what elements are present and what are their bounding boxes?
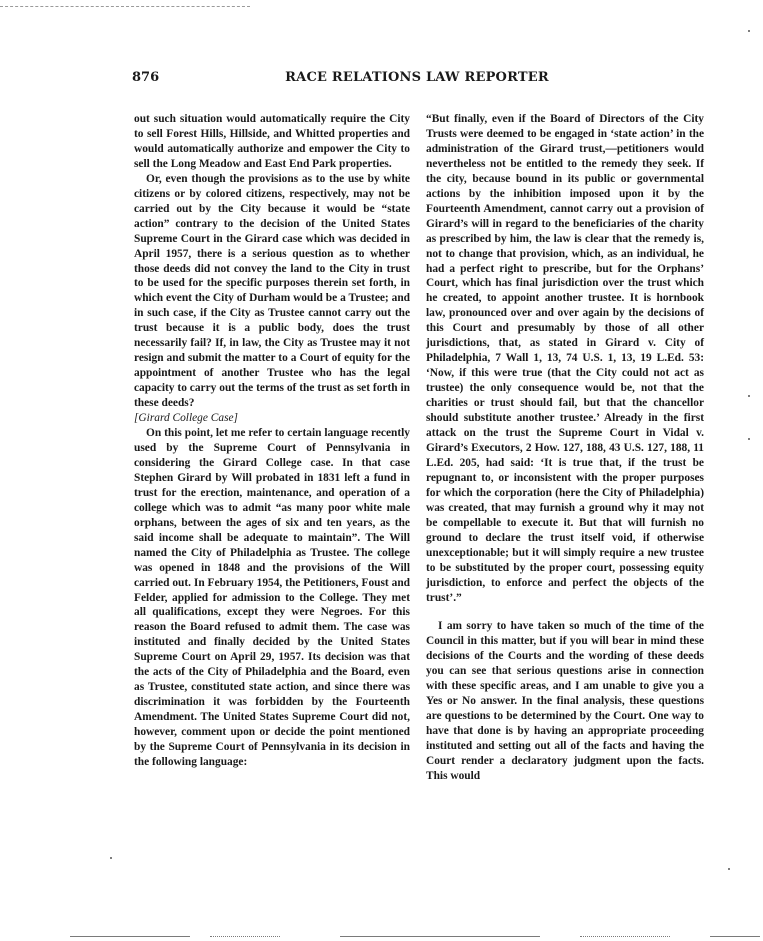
scan-speck (748, 30, 750, 32)
page-number: 876 (132, 70, 160, 85)
scan-edge-rule (580, 936, 670, 937)
section-heading: [Girard College Case] (134, 412, 238, 425)
scan-edge-rule (340, 936, 540, 937)
block-quote: “But finally, even if the Board of Directors of the City Trusts were deemed to be engaged in ‘state action’ in the administration of the Girard trust,—petitioners would nevertheless not be entitled to the remedy they seek. If the city, because bound in its public or governmental actions by the inhibition imposed upon it by the Fourteenth Amendment, cannot carry out a provision of Girard’s will in regard to the beneficiaries of the charity as prescribed by him, the law is clear that the remedy is, not to change that provision, which, as an individual, he had a perfect right to prescribe, but for the Orphans’ Court, which has final jurisdiction over the trust which he created, to appoint another trustee. It is hornbook law, pronounced over and over again by the decisions of this Court and presumably by those of all other jurisdictions, that, as stated in Girard v. City of Philadelphia, 7 Wall 1, 13, 74 U.S. 1, 13, 19 L.Ed. 53: ‘Now, if this were true (that the City could not act as trustee) the only consequence would be, not that the charities or trust should fail, but that the chancellor should substitute another trustee.’ Already in the first attack on the trust the Supreme Court in Vidal v. Girard’s Executors, 2 How. 127, 188, 43 U.S. 127, 188, 11 L.Ed. 205, had said: ‘It is true that, if the trust be repugnant to, or inconsistent with the proper purposes for which the corporation (here the City of Philadelphia) was created, that may furnish a ground why it may not be compellable to execute it. But that will furnish no ground to declare the trust itself void, if otherwise unexceptionable; but it will simply require a new trustee to be substituted by the proper court, possessing equity jurisdiction, to enforce and perfect the objects of the trust’.” (426, 113, 704, 604)
scan-speck (748, 438, 750, 440)
paragraph: I am sorry to have taken so much of the time of the Council in this matter, but if you will bear in mind these decisions of the Courts and the wording of these deeds you can see that serious questions arise in connection with these specific areas, and I am unable to give you a Yes or No answer. In the final analysis, these questions are questions to be determined by the Court. One way to have that done is by having an appropriate proceeding instituted and setting out all of the facts and having the Court render a declaratory judgment upon the facts. This would (426, 620, 704, 782)
paragraph: out such situation would automatically require the City to sell Forest Hills, Hillside, and Whitted properties and would automatically authorize and empower the City to sell the Long Meadow and East End Park properties. (134, 113, 410, 170)
paragraph: Or, even though the provisions as to the use by white citizens or by colored citizens, respectively, may not be carried out by the City because it would be “state action” contrary to the decision of the United States Supreme Court in the Girard case which was decided in April 1957, there is a serious question as to whether those deeds did not convey the land to the City in trust to be used for the specific purposes therein set forth, in which event the City of Durham would be a Trustee; and in such case, if the City as Trustee cannot carry out the trust because it is a public body, does the trust necessarily fail? If, in law, the City as Trustee may it not resign and submit the matter to a Court of equity for the appointment of another Trustee who has the legal capacity to carry out the terms of the trust as set forth in these deeds? (134, 172, 410, 410)
right-column (426, 112, 704, 784)
paragraph: On this point, let me refer to certain language recently used by the Supreme Court of Pennsylvania in considering the Girard College case. In that case Stephen Girard by Will probated in 1831 left a fund in trust for the erection, maintenance, and operation of a college which was to admit “as many poor white male orphans, between the ages of six and ten years, as the said income shall be adequate to maintain”. The Will named the City of Philadelphia as Trustee. The college was opened in 1848 and the provisions of the Will carried out. In February 1954, the Petitioners, Foust and Felder, applied for admission to the College. They met all qualifications, except they were Negroes. For this reason the Board refused to admit them. The case was instituted and finally decided by the United States Supreme Court on April 29, 1957. Its decision was that the acts of the City of Philadelphia and the Board, even as Trustee, constituted state action, and since there was discrimination it was forbidden by the Fourteenth Amendment. The United States Supreme Court did not, however, comment upon or decide the point mentioned by the Supreme Court of Pennsylvania in its decision in the following language: (134, 427, 410, 768)
scan-speck (110, 857, 112, 859)
left-column (134, 112, 410, 770)
scan-edge-rule (70, 936, 190, 937)
scan-edge-rule (710, 936, 760, 937)
page-header (132, 70, 702, 88)
scan-edge-rule (210, 936, 280, 937)
scan-speck (748, 395, 750, 397)
scan-edge-dashes (0, 6, 250, 7)
running-head: RACE RELATIONS LAW REPORTER (285, 70, 549, 85)
scan-speck (728, 868, 730, 870)
